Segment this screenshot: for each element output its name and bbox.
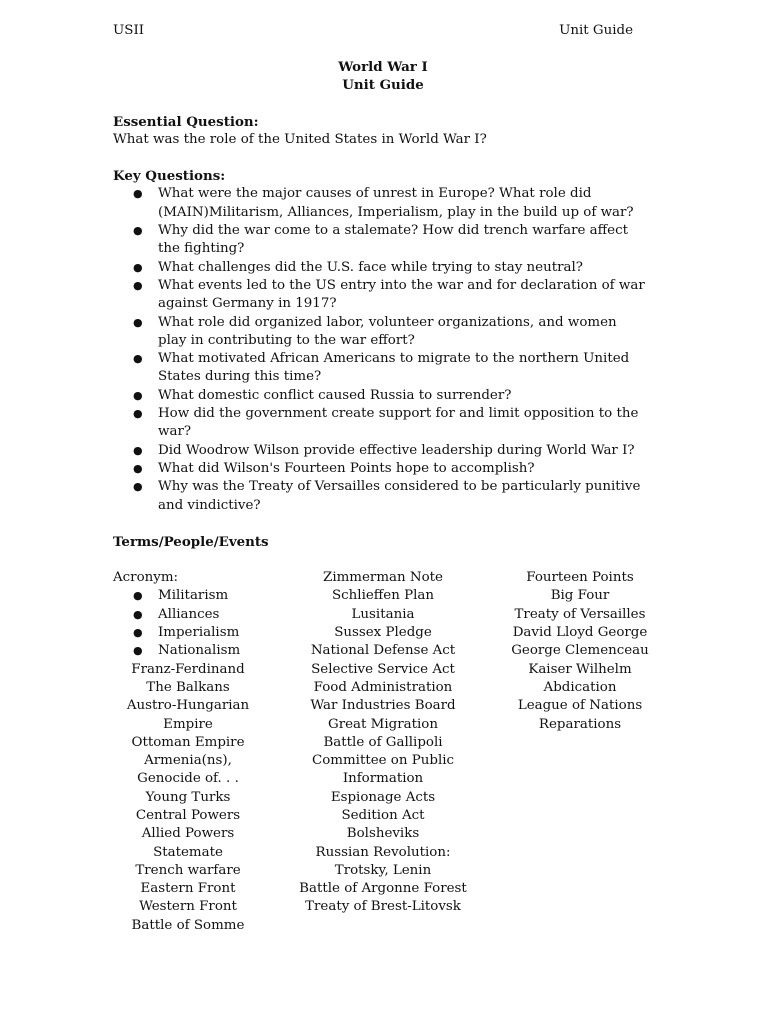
term-item: Battle of Somme bbox=[131, 917, 245, 933]
term-item: Espionage Acts bbox=[330, 789, 436, 805]
list-item bbox=[113, 350, 648, 387]
term-text: Militarism bbox=[158, 588, 229, 604]
question-text: Why did the war come to a stalemate? How did trench warfare affect the fighting? bbox=[158, 223, 628, 257]
key-questions-list bbox=[113, 185, 648, 514]
term-item: Statemate bbox=[153, 844, 223, 860]
question-text: How did the government create support for and limit opposition to the war? bbox=[158, 406, 639, 440]
term-text: Nationalism bbox=[158, 643, 241, 659]
term-item: Food Administration bbox=[313, 679, 453, 695]
question-text: What role did organized labor, volunteer organizations, and women play in contributing to the war effort? bbox=[158, 314, 617, 348]
term-item: Franz-Ferdinand bbox=[131, 661, 245, 677]
term-item: Eastern Front bbox=[140, 881, 236, 897]
bullet-icon: ● bbox=[133, 589, 143, 603]
term-item: Sedition Act bbox=[341, 807, 425, 823]
document-page bbox=[113, 22, 648, 949]
term-item: Battle of Gallipoli bbox=[323, 734, 443, 750]
term-text: Alliances bbox=[158, 606, 220, 622]
term-item: Schlieffen Plan bbox=[331, 588, 434, 604]
term-item: Abdication bbox=[543, 679, 617, 695]
bullet-icon: ● bbox=[133, 187, 143, 201]
terms-column-1 bbox=[113, 569, 263, 935]
bullet-icon: ● bbox=[133, 388, 143, 402]
term-item: National Defense Act bbox=[310, 643, 456, 659]
bullet-icon: ● bbox=[133, 315, 143, 329]
list-item bbox=[113, 222, 648, 259]
terms-heading: Terms/People/Events bbox=[113, 533, 269, 550]
question-text: What events led to the US entry into the war and for declaration of war against Germany in 1917? bbox=[158, 277, 645, 312]
bullet-icon: ● bbox=[133, 224, 143, 238]
document-title bbox=[113, 58, 653, 95]
term-item: Trench warfare bbox=[135, 862, 241, 878]
terms-column-2 bbox=[298, 569, 468, 917]
term-item: The Balkans bbox=[146, 679, 230, 695]
question-text: Did Woodrow Wilson provide effective leadership during World War I? bbox=[158, 442, 635, 458]
term-item: Bolsheviks bbox=[346, 826, 420, 842]
bullet-icon: ● bbox=[133, 480, 143, 494]
term-item: Ottoman Empire bbox=[131, 734, 245, 750]
terms-columns bbox=[113, 569, 648, 949]
term-item: Fourteen Points bbox=[526, 570, 634, 586]
term-item: Russian Revolution: Trotsky, Lenin bbox=[315, 844, 451, 878]
list-item bbox=[113, 314, 648, 351]
term-item: League of Nations bbox=[517, 698, 643, 714]
term-item: Battle of Argonne Forest bbox=[299, 881, 467, 897]
list-item bbox=[113, 624, 263, 642]
question-text: What motivated African Americans to migrate to the northern United States during this time? bbox=[158, 351, 630, 385]
list-item bbox=[113, 460, 648, 478]
bullet-icon: ● bbox=[133, 352, 143, 366]
list-item bbox=[113, 277, 648, 314]
question-text: What domestic conflict caused Russia to surrender? bbox=[158, 387, 512, 403]
term-item: George Clemenceau bbox=[511, 643, 649, 659]
question-text: What challenges did the U.S. face while trying to stay neutral? bbox=[158, 259, 583, 275]
term-text: Imperialism bbox=[158, 625, 240, 641]
term-item: Treaty of Brest-Litovsk bbox=[305, 899, 461, 915]
term-item: Big Four bbox=[550, 588, 610, 604]
term-item: David Lloyd George bbox=[512, 625, 648, 641]
term-item: Zimmerman Note bbox=[323, 570, 443, 586]
term-item: Young Turks bbox=[145, 789, 231, 805]
header-course: USII bbox=[113, 23, 145, 38]
list-item bbox=[113, 606, 263, 624]
term-item: Central Powers bbox=[135, 807, 241, 823]
page-header bbox=[113, 22, 633, 42]
title-line-1: World War I bbox=[338, 59, 428, 75]
list-item bbox=[113, 478, 648, 515]
list-item bbox=[113, 259, 648, 277]
list-item bbox=[113, 642, 263, 660]
title-line-2: Unit Guide bbox=[342, 77, 424, 94]
question-text: What did Wilson's Fourteen Points hope to accomplish? bbox=[158, 460, 535, 476]
question-text: What were the major causes of unrest in Europe? What role did (MAIN)Militarism, Alliances, Imperialism, play in the build up of war? bbox=[158, 186, 634, 220]
terms-column-3 bbox=[495, 569, 665, 734]
bullet-icon: ● bbox=[133, 626, 143, 640]
term-item: Committee on Public Information bbox=[311, 753, 455, 787]
term-item: War Industries Board bbox=[310, 698, 456, 714]
list-item bbox=[113, 587, 263, 605]
bullet-icon: ● bbox=[133, 461, 143, 475]
list-item bbox=[113, 185, 648, 222]
key-questions-heading: Key Questions: bbox=[113, 168, 226, 185]
list-item bbox=[113, 387, 648, 405]
term-item: Allied Powers bbox=[141, 826, 235, 842]
term-item: Kaiser Wilhelm bbox=[528, 661, 632, 677]
acronym-label: Acronym: bbox=[113, 570, 179, 586]
list-item bbox=[113, 405, 648, 442]
bullet-icon: ● bbox=[133, 260, 143, 274]
bullet-icon: ● bbox=[133, 278, 143, 292]
header-doc-type: Unit Guide bbox=[559, 23, 633, 38]
essential-question-heading: Essential Question: bbox=[113, 113, 259, 130]
term-item: Armenia(ns), Genocide of. . . bbox=[137, 753, 239, 787]
term-item: Selective Service Act bbox=[311, 661, 455, 677]
bullet-icon: ● bbox=[133, 443, 143, 457]
term-item: Reparations bbox=[538, 716, 622, 732]
bullet-icon: ● bbox=[133, 607, 143, 621]
acronym-list bbox=[113, 587, 263, 660]
essential-question-text: What was the role of the United States in World War I? bbox=[113, 131, 487, 147]
bullet-icon: ● bbox=[133, 644, 143, 658]
term-item: Lusitania bbox=[351, 606, 415, 622]
term-item: Treaty of Versailles bbox=[514, 606, 646, 622]
term-item: Great Migration bbox=[328, 716, 438, 732]
question-text: Why was the Treaty of Versailles considered to be particularly punitive and vindictive? bbox=[158, 479, 641, 513]
term-item: Austro-Hungarian Empire bbox=[126, 698, 250, 732]
bullet-icon: ● bbox=[133, 407, 143, 421]
term-item: Sussex Pledge bbox=[334, 625, 432, 641]
list-item bbox=[113, 442, 648, 460]
term-item: Western Front bbox=[139, 899, 237, 915]
